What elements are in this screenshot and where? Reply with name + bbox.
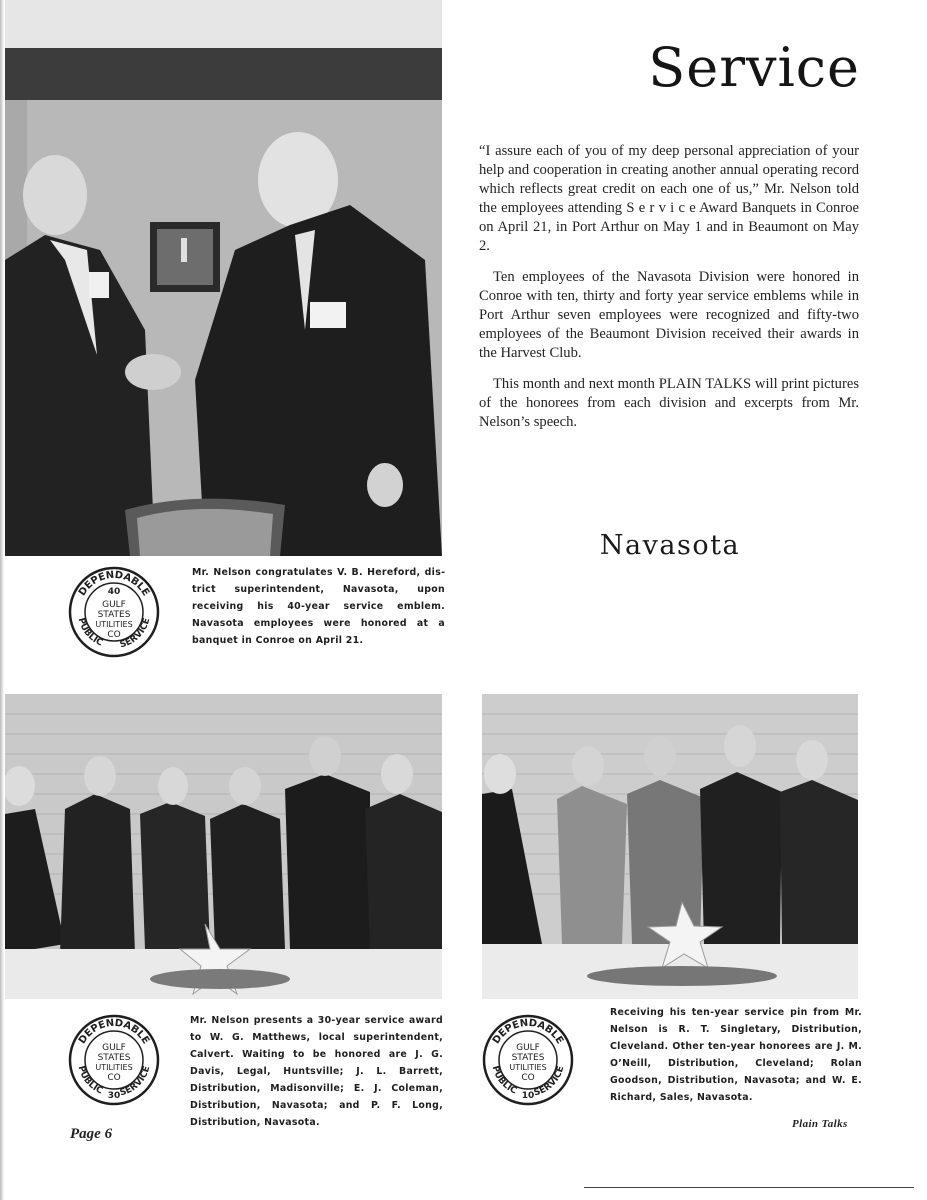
service-seal-30 bbox=[68, 1014, 160, 1106]
intro-paragraph: Ten employees of the Navasota Division were honored in Conroe with ten, thirty and forty year service emblems while in Port Arthur seven employees were recognized and fifty-two employees of the Beaumont Division received their awards in the Harvest Club. bbox=[479, 269, 859, 361]
photo-group-30-year bbox=[5, 694, 442, 999]
seal-line: GULF bbox=[516, 1043, 540, 1053]
seal-years: 10 bbox=[521, 1091, 535, 1101]
seal-line: GULF bbox=[102, 600, 126, 610]
seal-years: 40 bbox=[107, 587, 121, 597]
seal-line: UTILITIES bbox=[509, 1063, 547, 1072]
service-seal-40 bbox=[68, 566, 160, 658]
seal-bottom-left: PUBLIC bbox=[489, 1064, 519, 1097]
svg-text:DEPENDABLE bbox=[491, 1018, 565, 1046]
seal-line: UTILITIES bbox=[95, 1063, 133, 1072]
page-number: Page 6 bbox=[70, 1126, 113, 1142]
photo-caption-3: Receiving his ten-year service pin from Mr. Nelson is R. T. Singletary, Distribution, Cleveland. Other ten-year honorees are J. M. O’Neill, Distribution, Cleveland; Rolan Goodson, Distribution, Navasota; and W. E. Richard, Sales, Navasota. bbox=[610, 1007, 862, 1103]
photo-group-10-year bbox=[482, 694, 858, 999]
section-heading: Navasota bbox=[599, 530, 741, 561]
page-title: Service bbox=[648, 36, 860, 99]
photo-caption-1: Mr. Nelson congratulates V. B. Hereford, district superintendent, Navasota, upon receiving his 40-year service emblem. Navasota employees were honored at a banquet in Conroe on April 21. bbox=[192, 567, 445, 646]
seal-bottom-right: SERVICE bbox=[118, 617, 153, 651]
page-edge-shadow bbox=[0, 0, 4, 1200]
seal-line: GULF bbox=[102, 1043, 126, 1053]
service-seal-10 bbox=[482, 1014, 574, 1106]
seal-bottom-right: SERVICE bbox=[532, 1065, 567, 1099]
svg-text:DEPENDABLE bbox=[77, 1018, 151, 1046]
seal-line: CO bbox=[107, 1073, 121, 1083]
seal-bottom-left: PUBLIC bbox=[75, 1064, 105, 1097]
seal-line: STATES bbox=[97, 1053, 131, 1063]
seal-line: UTILITIES bbox=[95, 620, 133, 629]
seal-line: CO bbox=[107, 630, 121, 640]
seal-top-word: DEPENDABLE bbox=[76, 569, 152, 599]
seal-line: CO bbox=[521, 1073, 535, 1083]
intro-paragraph: This month and next month PLAIN TALKS will print pictures of the honorees from each division and excerpts from Mr. Nelson’s speech. bbox=[479, 376, 859, 430]
seal-top-word: DEPENDABLE bbox=[76, 1017, 152, 1047]
seal-line: STATES bbox=[97, 610, 131, 620]
intro-text bbox=[479, 142, 859, 444]
footer-rule bbox=[584, 1187, 914, 1188]
intro-paragraph: “I assure each of you of my deep personal appreciation of your help and cooperation in creating another annual operating record which reflects great credit on each one of us,” Mr. Nelson told the employees attending S e r v i c e Award Banquets in Conroe on April 21, in Port Arthur on May 1 and in Beaumont on May 2. bbox=[479, 143, 859, 254]
photo-handshake bbox=[5, 0, 442, 556]
seal-line: STATES bbox=[511, 1053, 545, 1063]
photo-caption-2: Mr. Nelson presents a 30-year service award to W. G. Matthews, local superintendent, Calvert. Waiting to be honored are J. G. Davis, Legal, Huntsville; J. L. Barrett, Distribution, Madisonville; E. J. Coleman, Distribution, Navasota; and P. F. Long, Distribution, Navasota. bbox=[190, 1015, 443, 1128]
publication-name: Plain Talks bbox=[792, 1118, 848, 1130]
seal-bottom-right: SERVICE bbox=[118, 1065, 153, 1099]
seal-bottom-left: PUBLIC bbox=[75, 616, 105, 649]
seal-years: 30 bbox=[107, 1091, 121, 1101]
seal-top-word: DEPENDABLE bbox=[490, 1017, 566, 1047]
